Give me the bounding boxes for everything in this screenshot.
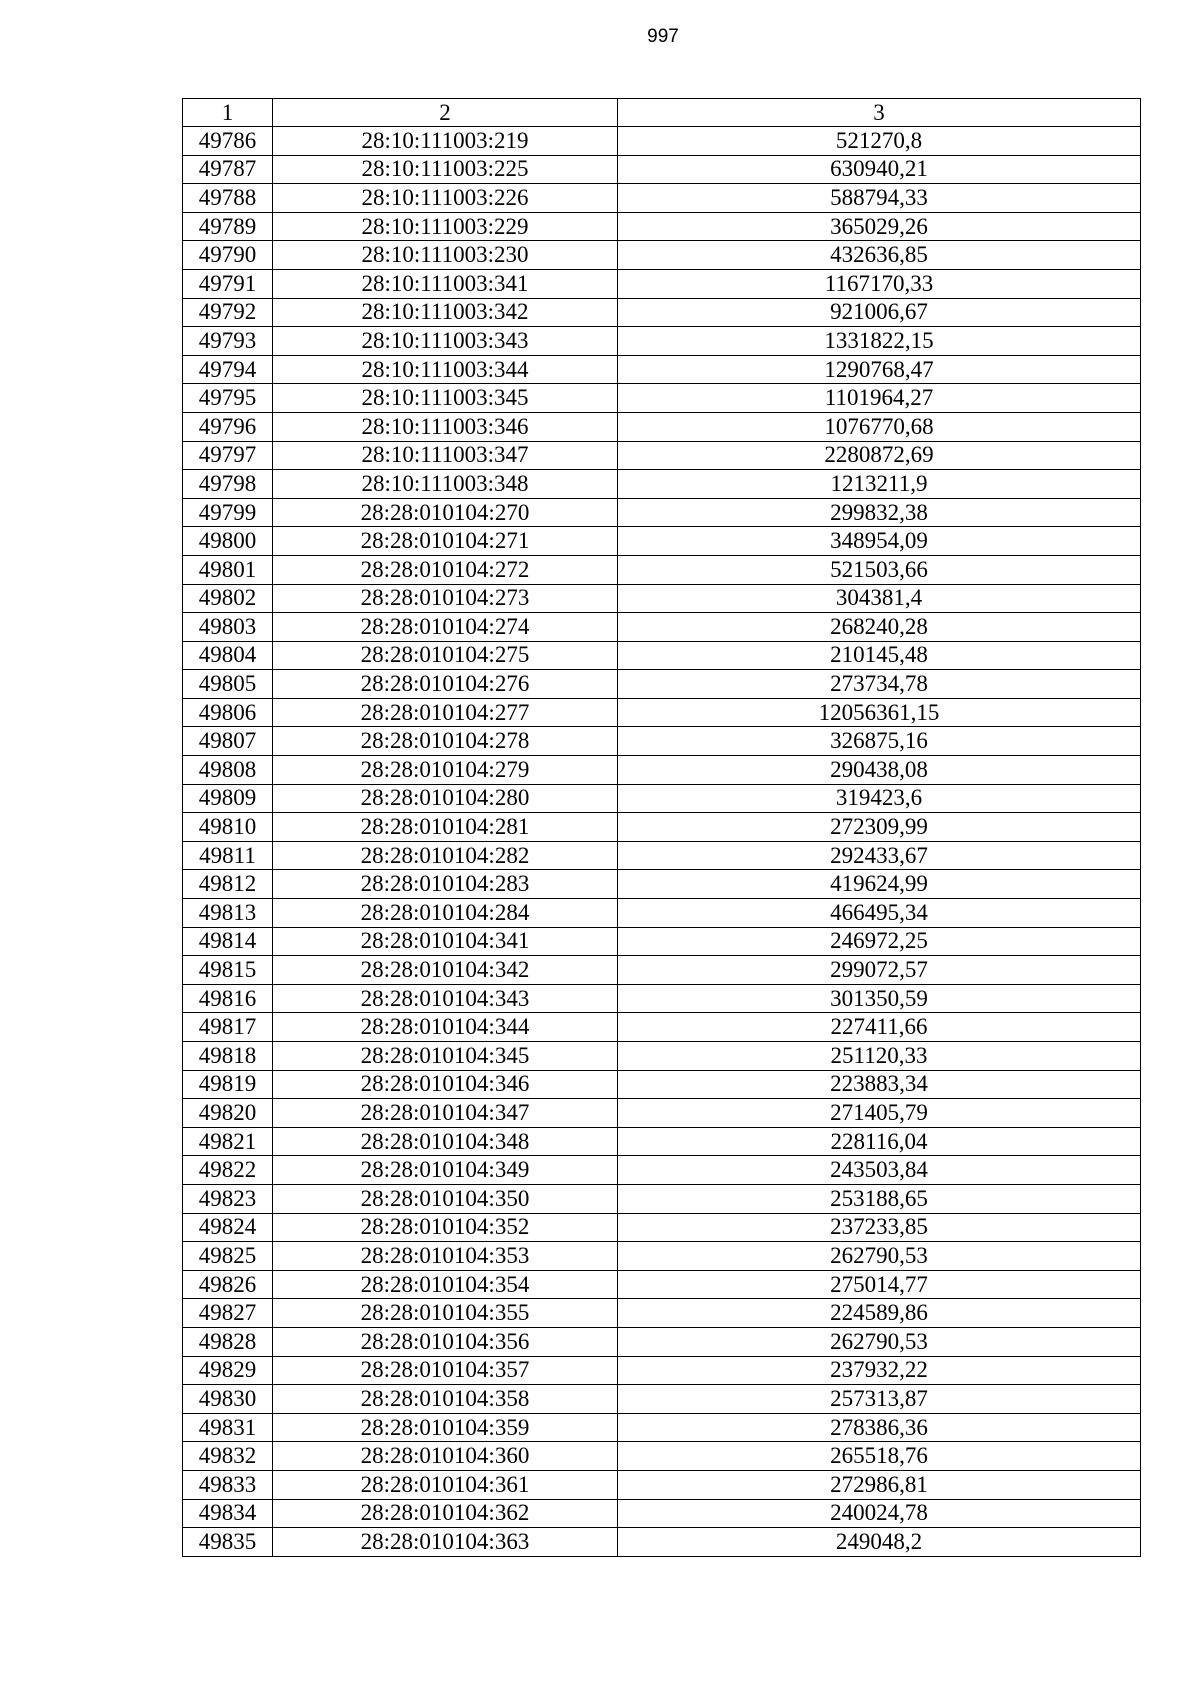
row-number-cell: 49832 [183, 1442, 273, 1471]
cadastral-number-cell: 28:10:111003:341 [273, 269, 618, 298]
row-number-cell: 49790 [183, 241, 273, 270]
value-cell: 921006,67 [618, 298, 1141, 327]
table-row [183, 269, 1141, 298]
row-number-cell: 49827 [183, 1299, 273, 1328]
cadastral-number-cell: 28:28:010104:353 [273, 1242, 618, 1271]
table-row [183, 498, 1141, 527]
row-number-cell: 49789 [183, 212, 273, 241]
table-row [183, 1099, 1141, 1128]
value-cell: 630940,21 [618, 155, 1141, 184]
value-cell: 272986,81 [618, 1470, 1141, 1499]
value-cell: 278386,36 [618, 1413, 1141, 1442]
table-row [183, 698, 1141, 727]
row-number-cell: 49817 [183, 1013, 273, 1042]
table-row [183, 1127, 1141, 1156]
table-row [183, 784, 1141, 813]
table-row [183, 899, 1141, 928]
column-header-2: 2 [273, 99, 618, 127]
value-cell: 299832,38 [618, 498, 1141, 527]
value-cell: 1076770,68 [618, 412, 1141, 441]
table-row [183, 1385, 1141, 1414]
value-cell: 521270,8 [618, 127, 1141, 156]
value-cell: 304381,4 [618, 584, 1141, 613]
cadastral-number-cell: 28:10:111003:219 [273, 127, 618, 156]
value-cell: 243503,84 [618, 1156, 1141, 1185]
table-row [183, 641, 1141, 670]
row-number-cell: 49801 [183, 555, 273, 584]
cadastral-number-cell: 28:28:010104:361 [273, 1470, 618, 1499]
row-number-cell: 49814 [183, 927, 273, 956]
row-number-cell: 49798 [183, 470, 273, 499]
value-cell: 262790,53 [618, 1327, 1141, 1356]
value-cell: 227411,66 [618, 1013, 1141, 1042]
cadastral-number-cell: 28:28:010104:280 [273, 784, 618, 813]
table-row [183, 1184, 1141, 1213]
cadastral-number-cell: 28:28:010104:275 [273, 641, 618, 670]
cadastral-number-cell: 28:28:010104:357 [273, 1356, 618, 1385]
value-cell: 249048,2 [618, 1528, 1141, 1557]
cadastral-number-cell: 28:28:010104:349 [273, 1156, 618, 1185]
cadastral-number-cell: 28:28:010104:356 [273, 1327, 618, 1356]
data-table [182, 98, 1141, 1557]
table-header [183, 99, 1141, 127]
row-number-cell: 49809 [183, 784, 273, 813]
cadastral-number-cell: 28:28:010104:281 [273, 813, 618, 842]
value-cell: 419624,99 [618, 870, 1141, 899]
table-row [183, 870, 1141, 899]
cadastral-number-cell: 28:10:111003:348 [273, 470, 618, 499]
table-row [183, 441, 1141, 470]
table-row [183, 355, 1141, 384]
row-number-cell: 49824 [183, 1213, 273, 1242]
row-number-cell: 49823 [183, 1184, 273, 1213]
row-number-cell: 49816 [183, 984, 273, 1013]
cadastral-number-cell: 28:28:010104:358 [273, 1385, 618, 1414]
table-row [183, 241, 1141, 270]
value-cell: 237233,85 [618, 1213, 1141, 1242]
cadastral-number-cell: 28:10:111003:226 [273, 184, 618, 213]
value-cell: 240024,78 [618, 1499, 1141, 1528]
row-number-cell: 49813 [183, 899, 273, 928]
row-number-cell: 49793 [183, 327, 273, 356]
row-number-cell: 49799 [183, 498, 273, 527]
value-cell: 246972,25 [618, 927, 1141, 956]
table-row [183, 727, 1141, 756]
cadastral-number-cell: 28:28:010104:346 [273, 1070, 618, 1099]
row-number-cell: 49787 [183, 155, 273, 184]
value-cell: 521503,66 [618, 555, 1141, 584]
row-number-cell: 49825 [183, 1242, 273, 1271]
row-number-cell: 49796 [183, 412, 273, 441]
cadastral-number-cell: 28:28:010104:360 [273, 1442, 618, 1471]
value-cell: 262790,53 [618, 1242, 1141, 1271]
page-number: 997 [647, 26, 679, 47]
cadastral-number-cell: 28:10:111003:344 [273, 355, 618, 384]
row-number-cell: 49829 [183, 1356, 273, 1385]
cadastral-number-cell: 28:10:111003:347 [273, 441, 618, 470]
value-cell: 12056361,15 [618, 698, 1141, 727]
cadastral-number-cell: 28:28:010104:350 [273, 1184, 618, 1213]
table-row [183, 1213, 1141, 1242]
cadastral-number-cell: 28:28:010104:277 [273, 698, 618, 727]
value-cell: 271405,79 [618, 1099, 1141, 1128]
table-row [183, 1413, 1141, 1442]
row-number-cell: 49811 [183, 841, 273, 870]
value-cell: 326875,16 [618, 727, 1141, 756]
value-cell: 432636,85 [618, 241, 1141, 270]
cadastral-number-cell: 28:28:010104:341 [273, 927, 618, 956]
value-cell: 1167170,33 [618, 269, 1141, 298]
value-cell: 319423,6 [618, 784, 1141, 813]
row-number-cell: 49808 [183, 756, 273, 785]
row-number-cell: 49802 [183, 584, 273, 613]
cadastral-number-cell: 28:10:111003:229 [273, 212, 618, 241]
table-row [183, 155, 1141, 184]
value-cell: 253188,65 [618, 1184, 1141, 1213]
value-cell: 224589,86 [618, 1299, 1141, 1328]
value-cell: 301350,59 [618, 984, 1141, 1013]
row-number-cell: 49786 [183, 127, 273, 156]
table-row [183, 298, 1141, 327]
value-cell: 348954,09 [618, 527, 1141, 556]
row-number-cell: 49805 [183, 670, 273, 699]
value-cell: 466495,34 [618, 899, 1141, 928]
row-number-cell: 49797 [183, 441, 273, 470]
row-number-cell: 49818 [183, 1042, 273, 1071]
row-number-cell: 49820 [183, 1099, 273, 1128]
row-number-cell: 49834 [183, 1499, 273, 1528]
table-row [183, 756, 1141, 785]
row-number-cell: 49807 [183, 727, 273, 756]
cadastral-number-cell: 28:28:010104:279 [273, 756, 618, 785]
row-number-cell: 49835 [183, 1528, 273, 1557]
table-row [183, 327, 1141, 356]
table-row [183, 1042, 1141, 1071]
cadastral-number-cell: 28:28:010104:363 [273, 1528, 618, 1557]
cadastral-number-cell: 28:28:010104:274 [273, 613, 618, 642]
cadastral-number-cell: 28:28:010104:354 [273, 1270, 618, 1299]
row-number-cell: 49833 [183, 1470, 273, 1499]
row-number-cell: 49800 [183, 527, 273, 556]
row-number-cell: 49791 [183, 269, 273, 298]
table-row [183, 984, 1141, 1013]
table-body [183, 127, 1141, 1557]
row-number-cell: 49826 [183, 1270, 273, 1299]
row-number-cell: 49819 [183, 1070, 273, 1099]
table-row [183, 412, 1141, 441]
table-row [183, 1013, 1141, 1042]
value-cell: 273734,78 [618, 670, 1141, 699]
cadastral-number-cell: 28:28:010104:362 [273, 1499, 618, 1528]
cadastral-number-cell: 28:10:111003:342 [273, 298, 618, 327]
cadastral-number-cell: 28:10:111003:345 [273, 384, 618, 413]
row-number-cell: 49795 [183, 384, 273, 413]
row-number-cell: 49788 [183, 184, 273, 213]
value-cell: 299072,57 [618, 956, 1141, 985]
value-cell: 1213211,9 [618, 470, 1141, 499]
table-row [183, 1242, 1141, 1271]
value-cell: 365029,26 [618, 212, 1141, 241]
row-number-cell: 49812 [183, 870, 273, 899]
row-number-cell: 49792 [183, 298, 273, 327]
value-cell: 1101964,27 [618, 384, 1141, 413]
table-row [183, 584, 1141, 613]
cadastral-number-cell: 28:28:010104:272 [273, 555, 618, 584]
table-row [183, 841, 1141, 870]
cadastral-number-cell: 28:28:010104:352 [273, 1213, 618, 1242]
row-number-cell: 49810 [183, 813, 273, 842]
row-number-cell: 49804 [183, 641, 273, 670]
cadastral-number-cell: 28:28:010104:359 [273, 1413, 618, 1442]
value-cell: 588794,33 [618, 184, 1141, 213]
value-cell: 228116,04 [618, 1127, 1141, 1156]
cadastral-number-cell: 28:28:010104:355 [273, 1299, 618, 1328]
table-row [183, 1299, 1141, 1328]
column-header-3: 3 [618, 99, 1141, 127]
value-cell: 223883,34 [618, 1070, 1141, 1099]
cadastral-number-cell: 28:10:111003:346 [273, 412, 618, 441]
table-row [183, 384, 1141, 413]
cadastral-number-cell: 28:28:010104:343 [273, 984, 618, 1013]
cadastral-number-cell: 28:28:010104:276 [273, 670, 618, 699]
cadastral-number-cell: 28:28:010104:270 [273, 498, 618, 527]
row-number-cell: 49830 [183, 1385, 273, 1414]
row-number-cell: 49831 [183, 1413, 273, 1442]
value-cell: 210145,48 [618, 641, 1141, 670]
cadastral-number-cell: 28:28:010104:273 [273, 584, 618, 613]
value-cell: 265518,76 [618, 1442, 1141, 1471]
value-cell: 1290768,47 [618, 355, 1141, 384]
column-header-1: 1 [183, 99, 273, 127]
table-row [183, 1327, 1141, 1356]
cadastral-number-cell: 28:10:111003:230 [273, 241, 618, 270]
table-row [183, 212, 1141, 241]
value-cell: 292433,67 [618, 841, 1141, 870]
table-row [183, 1356, 1141, 1385]
table-row [183, 813, 1141, 842]
row-number-cell: 49806 [183, 698, 273, 727]
value-cell: 272309,99 [618, 813, 1141, 842]
table-row [183, 613, 1141, 642]
row-number-cell: 49828 [183, 1327, 273, 1356]
table-row [183, 1499, 1141, 1528]
value-cell: 251120,33 [618, 1042, 1141, 1071]
value-cell: 2280872,69 [618, 441, 1141, 470]
value-cell: 275014,77 [618, 1270, 1141, 1299]
value-cell: 290438,08 [618, 756, 1141, 785]
cadastral-number-cell: 28:28:010104:284 [273, 899, 618, 928]
table-row [183, 470, 1141, 499]
value-cell: 237932,22 [618, 1356, 1141, 1385]
table-row [183, 1470, 1141, 1499]
cadastral-number-cell: 28:10:111003:343 [273, 327, 618, 356]
row-number-cell: 49822 [183, 1156, 273, 1185]
table-row [183, 956, 1141, 985]
table-row [183, 1070, 1141, 1099]
table-row [183, 1156, 1141, 1185]
table-row [183, 527, 1141, 556]
cadastral-number-cell: 28:28:010104:271 [273, 527, 618, 556]
row-number-cell: 49815 [183, 956, 273, 985]
value-cell: 268240,28 [618, 613, 1141, 642]
table-row [183, 184, 1141, 213]
table-row [183, 1270, 1141, 1299]
cadastral-number-cell: 28:28:010104:347 [273, 1099, 618, 1128]
header-row [183, 99, 1141, 127]
cadastral-number-cell: 28:28:010104:282 [273, 841, 618, 870]
cadastral-number-cell: 28:28:010104:348 [273, 1127, 618, 1156]
row-number-cell: 49794 [183, 355, 273, 384]
cadastral-number-cell: 28:28:010104:342 [273, 956, 618, 985]
row-number-cell: 49821 [183, 1127, 273, 1156]
table-row [183, 127, 1141, 156]
table-row [183, 927, 1141, 956]
cadastral-number-cell: 28:28:010104:283 [273, 870, 618, 899]
table-row [183, 1528, 1141, 1557]
cadastral-number-cell: 28:28:010104:344 [273, 1013, 618, 1042]
row-number-cell: 49803 [183, 613, 273, 642]
cadastral-number-cell: 28:28:010104:278 [273, 727, 618, 756]
table-row [183, 1442, 1141, 1471]
cadastral-number-cell: 28:28:010104:345 [273, 1042, 618, 1071]
value-cell: 257313,87 [618, 1385, 1141, 1414]
cadastral-number-cell: 28:10:111003:225 [273, 155, 618, 184]
value-cell: 1331822,15 [618, 327, 1141, 356]
table-row [183, 555, 1141, 584]
table-row [183, 670, 1141, 699]
